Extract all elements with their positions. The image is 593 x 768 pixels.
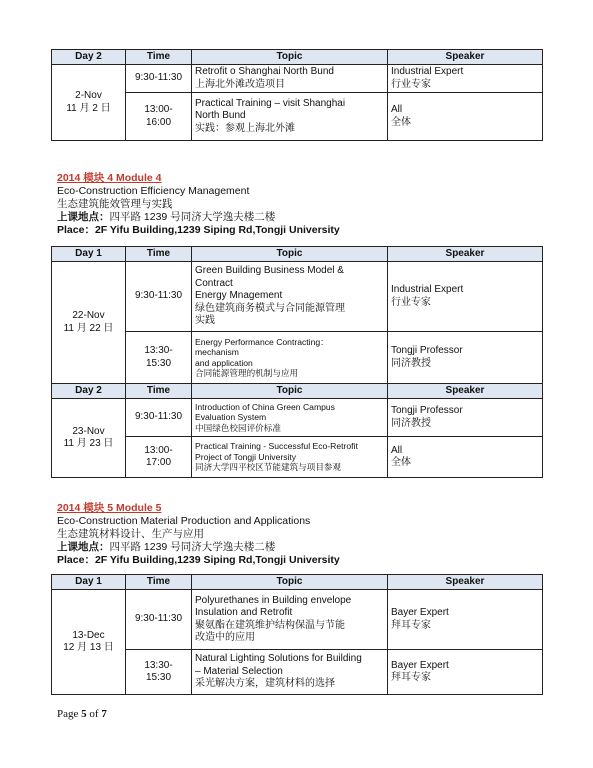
speaker-cell: Bayer Expert 拜耳专家	[388, 590, 543, 650]
header-row	[52, 575, 543, 590]
module-title: 2014 模块 5 Module 5	[57, 502, 162, 514]
speaker-header: Speaker	[388, 384, 543, 399]
day-header: Day 2	[52, 50, 126, 65]
time-header: Time	[126, 575, 192, 590]
table-row	[52, 65, 543, 93]
header-row	[52, 50, 543, 65]
schedule-table-module4	[51, 246, 543, 478]
day-header: Day 2	[52, 384, 126, 399]
table-row	[52, 399, 543, 437]
time-header: Time	[126, 247, 192, 262]
topic-cell: Introduction of China Green Campus Evaluation System 中国绿色校园评价标准	[192, 399, 388, 437]
topic-cell: Polyurethanes in Building envelope Insulation and Retrofit 聚氨酯在建筑维护结构保温与节能 改造中的应用	[192, 590, 388, 650]
speaker-cell: All 全体	[388, 93, 543, 141]
module-name-cn: 生态建筑能效管理与实践	[57, 198, 173, 210]
module-name-en: Eco-Construction Efficiency Management	[57, 185, 250, 197]
time-cell: 13:00- 16:00	[126, 93, 192, 141]
date-cell: 2-Nov 11 月 2 日	[52, 65, 126, 141]
date-cell: 13-Dec 12 月 13 日	[52, 590, 126, 695]
topic-header: Topic	[192, 384, 388, 399]
page-number: Page 5 of 7	[57, 708, 107, 720]
date-cell: 23-Nov 11 月 23 日	[52, 399, 126, 478]
topic-header: Topic	[192, 575, 388, 590]
topic-cell: Green Building Business Model & Contract Energy Mnagement 绿色建筑商务模式与合同能源管理 实践	[192, 262, 388, 332]
topic-cell: Practical Training – visit Shanghai North Bund 实践：参观上海北外滩	[192, 93, 388, 141]
header-row	[52, 384, 543, 399]
table-row	[52, 93, 543, 141]
topic-cell: Natural Lighting Solutions for Building – Material Selection 采光解决方案，建筑材料的选择	[192, 650, 388, 695]
table-row	[52, 437, 543, 478]
time-cell: 13:30- 15:30	[126, 332, 192, 384]
table-row	[52, 262, 543, 332]
place-en: Place：2F Yifu Building,1239 Siping Rd,Tongji University	[57, 554, 340, 566]
time-cell: 9:30-11:30	[126, 590, 192, 650]
speaker-header: Speaker	[388, 247, 543, 262]
speaker-cell: Industrial Expert 行业专家	[388, 262, 543, 332]
table-row	[52, 332, 543, 384]
time-header: Time	[126, 384, 192, 399]
module-name-cn: 生态建筑材料设计、生产与应用	[57, 528, 204, 540]
module-5-heading	[57, 502, 340, 567]
header-row	[52, 247, 543, 262]
topic-cell: Retrofit o Shanghai North Bund 上海北外滩改造项目	[192, 65, 388, 93]
module-4-heading	[57, 172, 340, 237]
location-cn: 上课地点：四平路 1239 号同济大学逸夫楼二楼	[57, 211, 276, 223]
time-header: Time	[126, 50, 192, 65]
speaker-cell: Tongji Professor 同济教授	[388, 399, 543, 437]
place-en: Place：2F Yifu Building,1239 Siping Rd,Tongji University	[57, 224, 340, 236]
location-cn: 上课地点：四平路 1239 号同济大学逸夫楼二楼	[57, 541, 276, 553]
table-row	[52, 650, 543, 695]
topic-cell: Practical Training - Successful Eco-Retrofit Project of Tongji University 同济大学四平校区节能建筑与项目参观	[192, 437, 388, 478]
time-cell: 9:30-11:30	[126, 262, 192, 332]
day-header: Day 1	[52, 247, 126, 262]
speaker-cell: Tongji Professor 同济教授	[388, 332, 543, 384]
module-title: 2014 模块 4 Module 4	[57, 172, 162, 184]
table-row	[52, 590, 543, 650]
speaker-cell: All 全体	[388, 437, 543, 478]
time-cell: 13:30- 15:30	[126, 650, 192, 695]
day-header: Day 1	[52, 575, 126, 590]
module-name-en: Eco-Construction Material Production and Applications	[57, 515, 311, 527]
time-cell: 9:30-11:30	[126, 65, 192, 93]
speaker-header: Speaker	[388, 50, 543, 65]
topic-header: Topic	[192, 247, 388, 262]
topic-header: Topic	[192, 50, 388, 65]
speaker-header: Speaker	[388, 575, 543, 590]
time-cell: 9:30-11:30	[126, 399, 192, 437]
time-cell: 13:00- 17:00	[126, 437, 192, 478]
date-cell: 22-Nov 11 月 22 日	[52, 262, 126, 384]
schedule-table-module5	[51, 574, 543, 695]
speaker-cell: Bayer Expert 拜耳专家	[388, 650, 543, 695]
speaker-cell: Industrial Expert 行业专家	[388, 65, 543, 93]
schedule-table-module3-day2	[51, 49, 543, 141]
topic-cell: Energy Performance Contracting： mechanism and application 合同能源管理的机制与应用	[192, 332, 388, 384]
